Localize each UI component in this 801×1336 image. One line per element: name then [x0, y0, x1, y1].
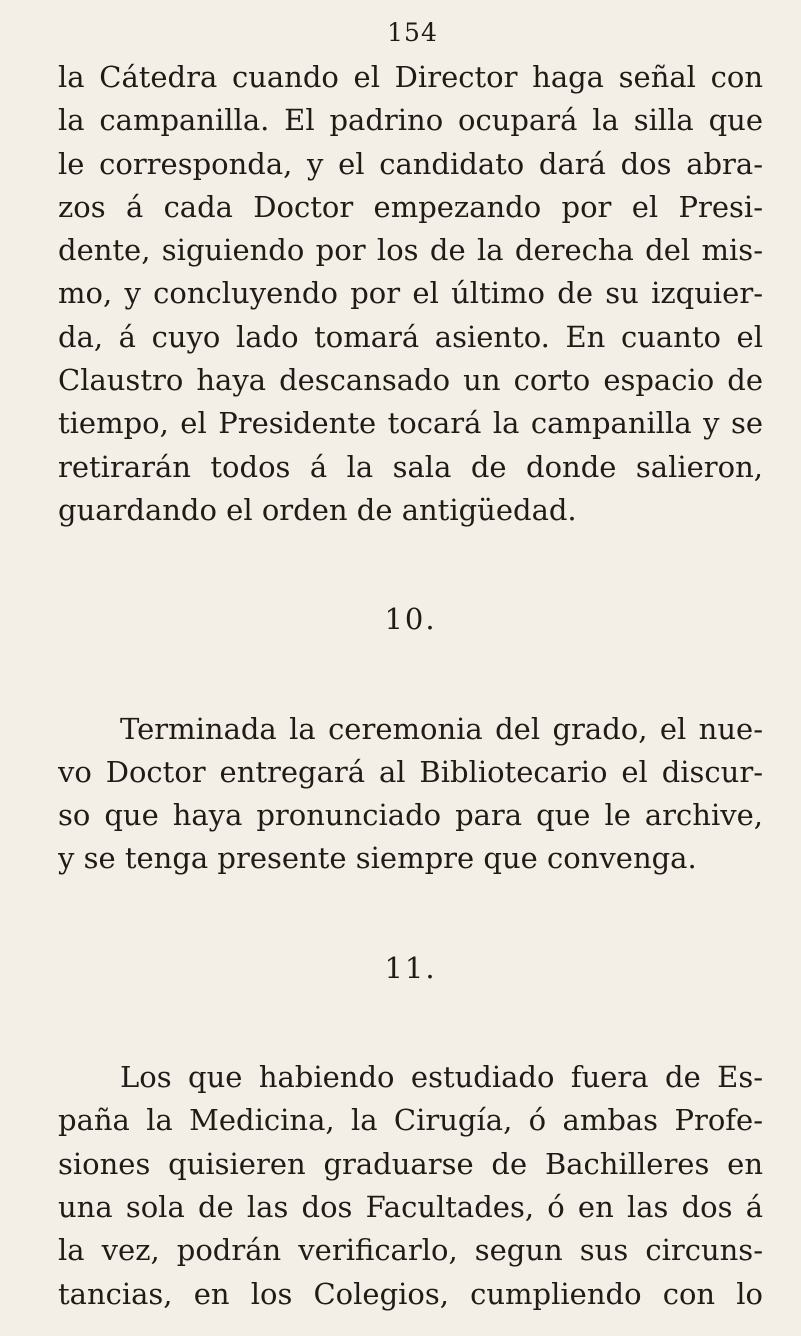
text-line: retirarán todos á la sala de donde salieron,	[58, 449, 763, 484]
text-line: le corresponda, y el candidato dará dos abra-	[58, 146, 763, 181]
text-line: Los que habiendo estudiado fuera de Es-	[120, 1060, 763, 1095]
paragraph-1	[58, 56, 763, 532]
text-line: so que haya pronunciado para que le archive,	[58, 798, 763, 833]
text-line: Terminada la ceremonia del grado, el nue-	[120, 711, 763, 746]
text-line: una sola de las dos Facultades, ó en las dos á	[58, 1189, 763, 1224]
text-line: mo, y concluyendo por el último de su izquier-	[58, 276, 763, 311]
section-number-11: 11.	[384, 950, 437, 985]
text-line: dente, siguiendo por los de la derecha del mis-	[58, 233, 763, 268]
text-line: tiempo, el Presidente tocará la campanilla y se	[58, 406, 763, 441]
page-number: 154	[387, 18, 438, 47]
text-line: da, á cuyo lado tomará asiento. En cuanto el	[58, 319, 763, 354]
text-line: siones quisieren graduarse de Bachilleres en	[58, 1146, 763, 1181]
section-number-10: 10.	[384, 602, 437, 637]
paragraph-3	[58, 1056, 763, 1316]
text-line: paña la Medicina, la Cirugía, ó ambas Profe-	[58, 1103, 763, 1138]
text-line: Claustro haya descansado un corto espacio de	[58, 363, 763, 398]
text-line: vo Doctor entregará al Bibliotecario el discur-	[58, 754, 763, 789]
text-line: tancias, en los Colegios, cumpliendo con lo	[58, 1276, 763, 1311]
text-line: la Cátedra cuando el Director haga señal con	[58, 60, 763, 94]
text-line: y se tenga presente siempre que convenga.	[58, 841, 697, 876]
text-line: zos á cada Doctor empezando por el Presi-	[58, 189, 763, 224]
text-line: la campanilla. El padrino ocupará la silla que	[58, 103, 763, 138]
paragraph-2	[58, 708, 763, 881]
text-line: la vez, podrán verificarlo, segun sus circuns-	[58, 1233, 763, 1268]
text-line: guardando el orden de antigüedad.	[58, 492, 577, 527]
